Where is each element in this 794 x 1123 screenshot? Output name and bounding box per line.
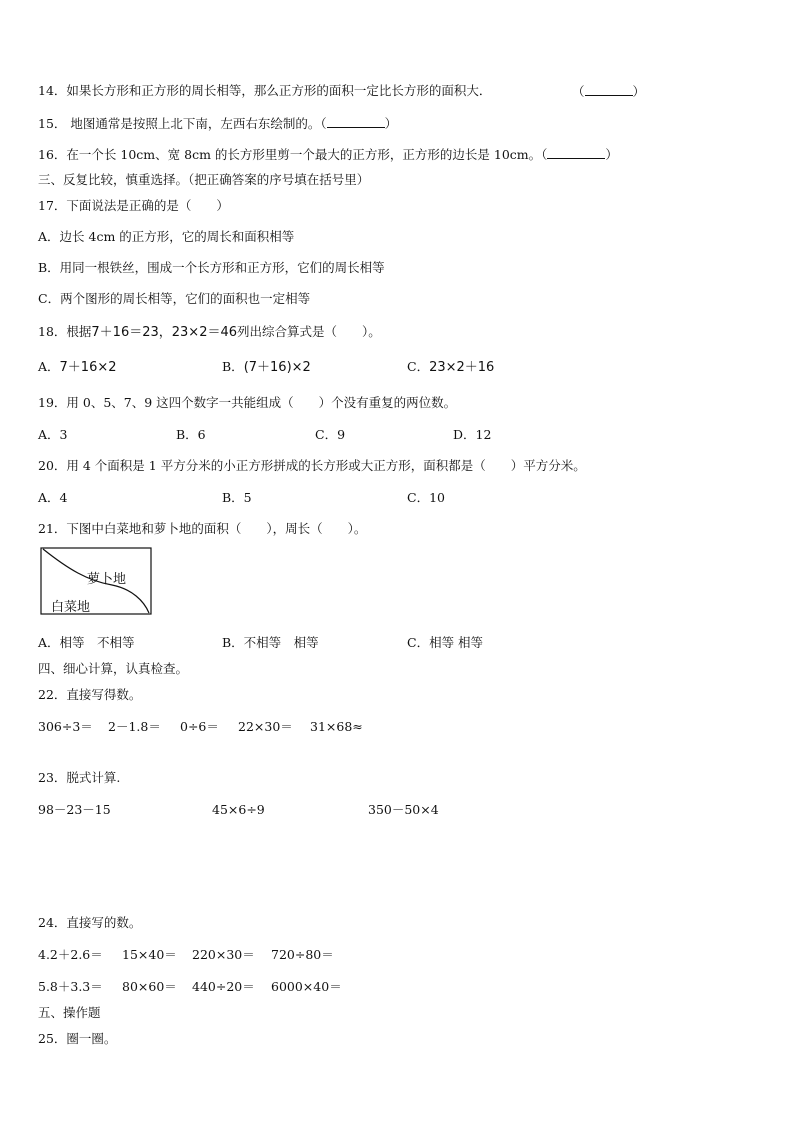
calc-item: 306÷3＝ <box>38 719 93 734</box>
question-21-option-c[interactable]: C．相等 相等 <box>407 635 484 650</box>
question-21-option-a[interactable]: A．相等 不相等 <box>38 635 135 650</box>
question-21-option-b[interactable]: B．不相等 相等 <box>222 635 319 650</box>
question-14-answer-paren: （ ） <box>572 84 646 99</box>
question-19-stem: 19．用 0、5、7、9 这四个数字一共能组成（ ）个没有重复的两位数。 <box>38 395 457 410</box>
calc-item: 45×6÷9 <box>212 802 265 817</box>
question-17-option-b[interactable]: B．用同一根铁丝，围成一个长方形和正方形，它们的周长相等 <box>38 260 385 275</box>
question-19-option-d[interactable]: D．12 <box>453 427 492 442</box>
question-20-option-a[interactable]: A．4 <box>38 490 68 505</box>
calc-item: 2－1.8＝ <box>108 719 161 734</box>
answer-blank[interactable] <box>547 146 605 159</box>
radish-field-label: 萝卜地 <box>87 572 127 587</box>
cabbage-field-label: 白菜地 <box>51 600 91 615</box>
question-19-option-a[interactable]: A．3 <box>38 427 68 442</box>
question-18-option-b[interactable]: B．(7＋16)×2 <box>222 359 311 375</box>
question-16: 16．在一个长 10cm、宽 8cm 的长方形里剪一个最大的正方形，正方形的边长是 10cm。（ ） <box>38 147 618 162</box>
calc-item: 440÷20＝ <box>192 979 255 994</box>
question-17-option-a[interactable]: A．边长 4cm 的正方形，它的周长和面积相等 <box>38 229 295 244</box>
question-23-stem: 23．脱式计算. <box>38 770 121 785</box>
answer-blank[interactable] <box>585 83 633 96</box>
calc-item: 22×30＝ <box>238 719 293 734</box>
calc-item: 720÷80＝ <box>271 947 334 962</box>
question-16-text: 16．在一个长 10cm、宽 8cm 的长方形里剪一个最大的正方形，正方形的边长是 10cm。（ <box>38 147 548 162</box>
question-17-stem: 17．下面说法是正确的是（ ） <box>38 198 229 213</box>
field-diagram <box>40 547 152 615</box>
question-17-option-c[interactable]: C．两个图形的周长相等，它们的面积也一定相等 <box>38 291 311 306</box>
question-20-option-b[interactable]: B．5 <box>222 490 252 505</box>
question-14-text: 14．如果长方形和正方形的周长相等，那么正方形的面积一定比长方形的面积大． <box>38 83 492 98</box>
calc-item: 6000×40＝ <box>271 979 342 994</box>
question-21-stem: 21．下图中白菜地和萝卜地的面积（ ），周长（ ）。 <box>38 521 367 536</box>
section-4-heading: 四、细心计算，认真检查。 <box>38 661 189 676</box>
section-5-heading: 五、操作题 <box>38 1005 101 1020</box>
question-20-option-c[interactable]: C．10 <box>407 490 445 505</box>
calc-item: 0÷6＝ <box>180 719 219 734</box>
question-18-option-c[interactable]: C．23×2＋16 <box>407 359 495 375</box>
question-24-stem: 24．直接写的数。 <box>38 915 142 930</box>
answer-blank[interactable] <box>327 115 385 128</box>
question-15: 15． 地图通常是按照上北下南，左西右东绘制的。（ ） <box>38 116 398 131</box>
question-15-text: 15． 地图通常是按照上北下南，左西右东绘制的。（ <box>38 116 327 131</box>
calc-item: 15×40＝ <box>122 947 177 962</box>
question-19-option-c[interactable]: C．9 <box>315 427 346 442</box>
question-18-option-a[interactable]: A．7＋16×2 <box>38 359 117 375</box>
question-22-stem: 22．直接写得数。 <box>38 687 142 702</box>
calc-item: 4.2＋2.6＝ <box>38 947 103 962</box>
question-25-stem: 25．圈一圈。 <box>38 1031 117 1046</box>
calc-item: 31×68≈ <box>310 719 363 734</box>
question-14 <box>38 83 491 99</box>
calc-item: 350－50×4 <box>368 802 439 817</box>
question-19-option-b[interactable]: B．6 <box>176 427 206 442</box>
question-18-given: 7＋16＝23，23×2＝46 <box>91 325 238 340</box>
calc-item: 5.8＋3.3＝ <box>38 979 103 994</box>
calc-item: 220×30＝ <box>192 947 255 962</box>
calc-item: 98－23－15 <box>38 802 111 817</box>
section-3-heading: 三、反复比较，慎重选择。（把正确答案的序号填在括号里） <box>38 172 370 187</box>
question-20-stem: 20．用 4 个面积是 1 平方分米的小正方形拼成的长方形或大正方形，面积都是（ ）平方分米。 <box>38 458 586 473</box>
calc-item: 80×60＝ <box>122 979 177 994</box>
question-18-stem: 18．根据7＋16＝23，23×2＝46列出综合算式是（ ）。 <box>38 324 381 340</box>
